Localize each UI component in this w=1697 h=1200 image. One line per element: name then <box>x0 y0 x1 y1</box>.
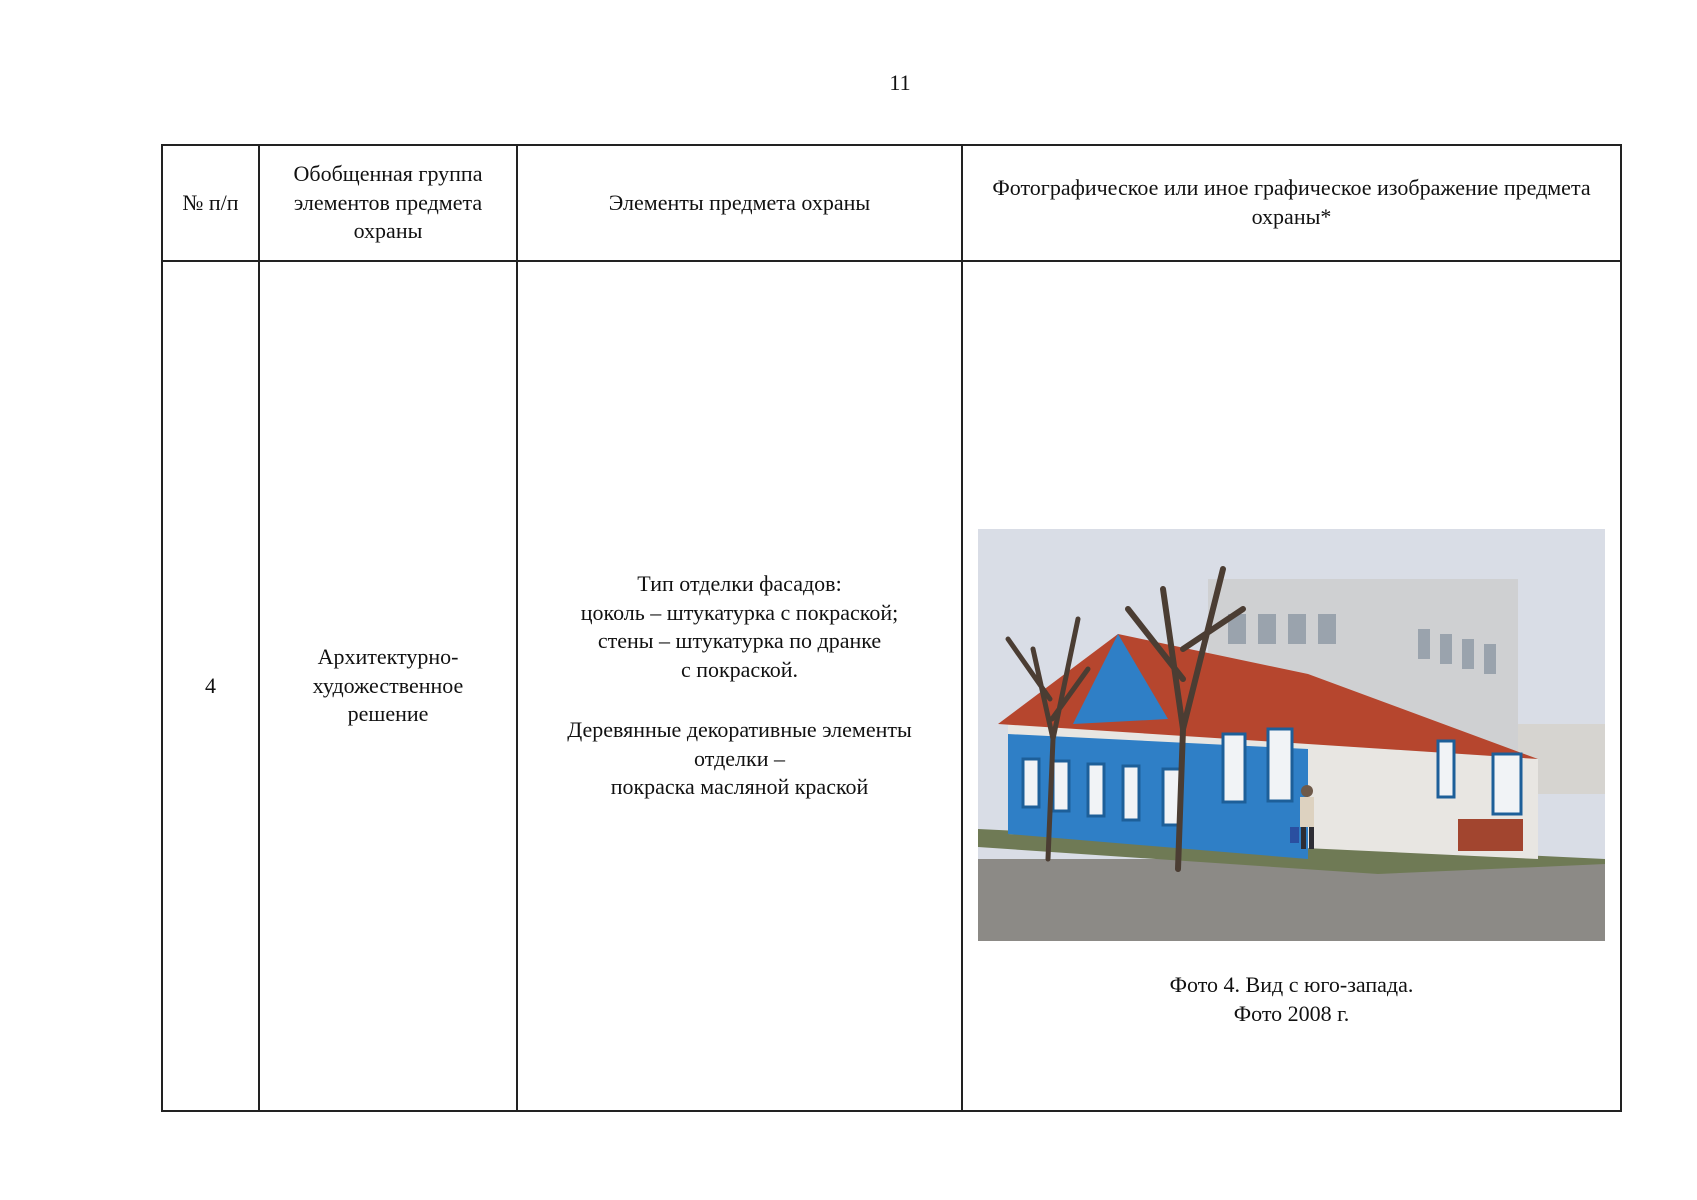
table-header-row <box>162 145 1621 261</box>
elements-gap <box>528 684 951 716</box>
elements-line: цоколь – штукатурка с покраской; <box>580 599 899 625</box>
cell-group <box>259 261 517 1111</box>
page-number: 11 <box>889 70 911 95</box>
header-group: Обобщенная группа элементов предмета охраны <box>259 145 517 261</box>
elements-line: покраска масляной краской <box>610 774 869 800</box>
elements-line: с покраской. <box>680 656 799 682</box>
building-photo <box>978 529 1605 941</box>
elements-line: Тип отделки фасадов: <box>637 570 842 596</box>
cell-photo <box>962 261 1621 1111</box>
photo-caption <box>973 971 1610 1028</box>
group-line: художественное <box>312 672 464 698</box>
elements-line: Деревянные декоративные элементы <box>567 717 912 743</box>
cell-elements <box>517 261 962 1111</box>
caption-line: Фото 4. Вид с юго-запада. <box>1169 972 1414 998</box>
protection-table <box>161 144 1622 1112</box>
table-row <box>162 261 1621 1111</box>
header-image: Фотографическое или иное графическое изображение предмета охраны* <box>962 145 1621 261</box>
group-line: решение <box>347 701 429 727</box>
group-line: Архитектурно- <box>317 644 459 670</box>
cell-number: 4 <box>162 261 259 1111</box>
header-number: № п/п <box>162 145 259 261</box>
header-elements: Элементы предмета охраны <box>517 145 962 261</box>
caption-line: Фото 2008 г. <box>1233 1001 1350 1026</box>
elements-line: стены – штукатурка по дранке <box>597 628 882 654</box>
elements-line: отделки – <box>694 745 785 771</box>
